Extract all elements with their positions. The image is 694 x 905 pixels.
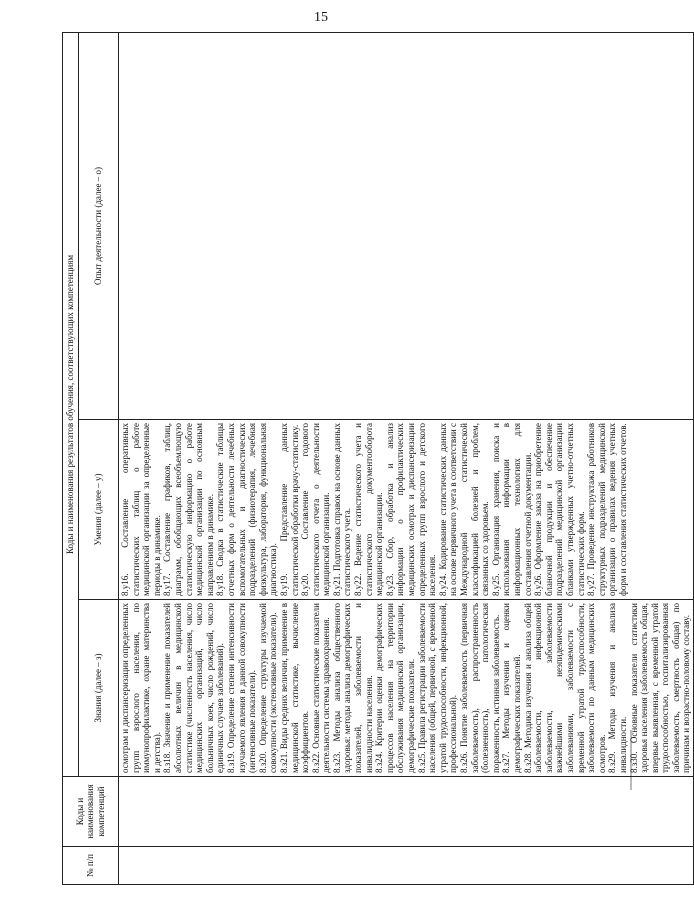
skill-item: 8.у16. Составление оперативных статистических таблиц о работе медицинской организации за определенные периоды в динамике.: [120, 423, 162, 596]
knowledge-item: 8.з26. Понятие заболеваемость (первичная заболеваемость), распространенность (болезненность), патологическая пораженность, истинная заболеваемость.: [459, 603, 501, 773]
cell-num: [119, 847, 694, 885]
skill-item: 8.у19. Представление данных статистической обработки врачу-статистику.: [278, 423, 300, 596]
skill-item: 8.у21. Подготовка справок на основе данных статистического учета.: [331, 423, 353, 596]
knowledge-item: 8.з20. Определение структуры изучаемой совокупности (экстенсивные показатели).: [257, 603, 279, 773]
knowledge-item: 8.з27. Методы изучения и оценки демографических показателей.: [501, 603, 522, 773]
header-results-group: Коды и наименования результатов обучения, соответствующих компетенциям: [63, 33, 79, 777]
skill-item: 8.у23. Сбор, обработка и анализ информации о профилактических медицинских осмотрах и диспансеризации определенных групп взрослого и детского населения.: [384, 423, 438, 596]
header-experience: Опыт деятельности (далее – о): [79, 33, 119, 420]
knowledge-item: осмотрам и диспансеризации определенных групп взрослого населения, по иммунопрофилактике, охране материнства и детства).: [120, 603, 162, 773]
skill-item: 8.у27. Проведение инструктажа работников структурных подразделений медицинской организации о правилах ведения учетных форм и составления статистических отчетов.: [586, 423, 628, 596]
skill-item: 8.у24. Кодирование статистических данных на основе первичного учета в соответствии с Международной статистической классификацией болезней и проблем, связанных со здоровьем.: [437, 423, 491, 596]
cell-skills: [119, 420, 694, 600]
knowledge-item: 8.з25. Правила регистрации заболеваемости населения (общей, первичной, с временной утратой трудоспособности, инфекционной, профессиональной).: [416, 603, 459, 773]
header-skills: Умения (далее – у): [79, 420, 119, 600]
knowledge-item: 8.з19. Определение степени интенсивности изучаемого явления в данной совокупности (интенсивные показатели).: [225, 603, 258, 773]
knowledge-item: 8.з18. Значение и применение показателей абсолютных величин в медицинской статистике (численность населения, число медицинских организаций, число больничных коек, число рождений, число единичных случаев заболеваний).: [162, 603, 226, 773]
table-row: [119, 33, 694, 885]
header-row-sub: [79, 33, 119, 885]
skill-item: 8.у25. Организация хранения, поиска и использования информации в информационных технологиях для составления отчетной документации.: [490, 423, 533, 596]
knowledge-item: 8.з28. Методика изучения и анализа общей заболеваемости, инфекционной заболеваемости, заболеваемости важнейшими неэпидемическими заболеваниями, заболеваемости с временной утратой трудоспособности, заболеваемости по данным медицинских осмотров.: [522, 603, 607, 773]
cell-codes: [119, 777, 694, 847]
skill-item: 8.у22. Ведение статистического учета и статистического документооборота медицинской организации.: [353, 423, 385, 596]
cell-experience: [119, 33, 694, 420]
competency-table: [62, 32, 694, 885]
knowledge-item: 8.з23. Методы анализа общественного здоровья: методы анализа демографических показателей, заболеваемости и инвалидности населения.: [331, 603, 374, 773]
knowledge-item: 8.з21. Виды средних величин, применение в медицинской статистике, вычисление коэффициентов.: [278, 603, 311, 773]
skill-item: 8.у18. Сводка в статистические таблицы отчетных форм о деятельности лечебных вспомогательных и диагностических подразделений (физиотерапия, лечебная физкультура, лаборатория, функциональная диагностика).: [215, 423, 279, 596]
header-codes: Коды и наименования компетенций: [63, 777, 119, 847]
page-number: 15: [314, 10, 328, 25]
cell-knowledge: [119, 600, 694, 777]
header-row-top: [63, 33, 79, 885]
skill-item: 8.у26. Оформление заказа на приобретение бланочной продукции и обеспечение подразделений медицинской организации бланками утвержденных учетно-отчетных статистических форм.: [533, 423, 586, 596]
skill-item: 8.у20. Составление годового статистического отчета о деятельности медицинской организации.: [300, 423, 332, 596]
skill-item: 8.у17. Составление графиков, таблиц, диаграмм, обобщающих всеобъемлющую статистическую информацию о работе медицинской организации по основным направлениям в динамике.: [162, 423, 215, 596]
knowledge-item: 8.з24. Критерии оценки демографических процессов населения на территории обслуживания медицинской организации, демографические показатели.: [374, 603, 417, 773]
rotated-page-content: [62, 32, 692, 885]
knowledge-item: 8.з30. Основные показатели статистики здоровья населения (заболеваемость общая, впервые выявленная, с временной утратой трудоспособностью, госпитализированная заболеваемость, смертность общая) по причинам и возрастно-половому составу.: [628, 603, 692, 773]
knowledge-item: 8.з29. Методы изучения и анализа инвалидности.: [607, 603, 628, 773]
header-num: № п/п: [63, 847, 119, 885]
header-knowledge: Знания (далее – з): [79, 600, 119, 777]
knowledge-item: 8.з22. Основные статистические показатели деятельности системы здравоохранения.: [310, 603, 332, 773]
